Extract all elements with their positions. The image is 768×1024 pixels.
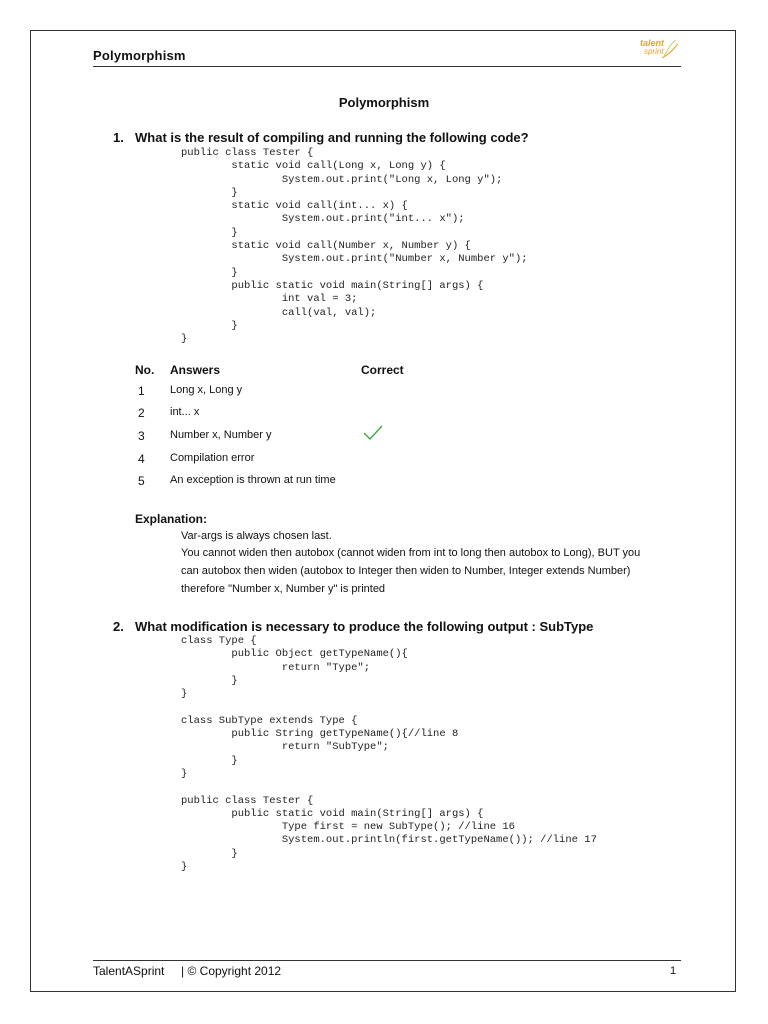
page-number: 1: [670, 965, 677, 977]
answer-number: 5: [138, 474, 145, 488]
footer-copyright: TalentASprint | © Copyright 2012: [93, 964, 282, 978]
talentsprint-logo: [640, 38, 680, 62]
answer-number: 4: [138, 452, 145, 466]
header-divider: [93, 66, 681, 67]
footer-divider: [93, 960, 681, 961]
answer-text: int... x: [170, 406, 200, 418]
explanation-line: can autobox then widen (autobox to Integer then widen to Number, Integer extends Number): [181, 565, 631, 577]
answer-number: 2: [138, 406, 145, 420]
code-block: class Type { public Object getTypeName(){ return "Type"; } } class SubType extends Type { public String getTypeName(){//line 8 return "SubType"; } } public class Tester { public static void main(String[] args) { Type first = new SubType(); //line 16 System.out.println(first.getTypeName()); //line 17 } }: [181, 635, 597, 874]
answer-text: Number x, Number y: [170, 429, 272, 441]
code-block: public class Tester { static void call(Long x, Long y) { System.out.print("Long x, Long y"); } static void call(int... x) { System.out.print("int... x"); } static void call(Number x, Number y) { System.out.print("Number x, Number y"); } public static void main(String[] args) { int val = 3; call(val, val); } }: [181, 147, 528, 346]
explanation-line: You cannot widen then autobox (cannot widen from int to long then autobox to Long), BUT you: [181, 547, 641, 559]
question-number: 1.: [113, 130, 124, 145]
document-title: Polymorphism: [338, 95, 430, 110]
answer-number: 3: [138, 429, 145, 443]
column-header-no: No.: [135, 363, 155, 377]
answer-text: An exception is thrown at run time: [170, 474, 336, 486]
logo-swirl-icon: [660, 38, 680, 60]
question-text: What modification is necessary to produce the following output : SubType: [135, 619, 594, 634]
column-header-answers: Answers: [170, 363, 221, 377]
explanation-line: therefore "Number x, Number y" is printed: [181, 583, 386, 595]
answer-text: Long x, Long y: [170, 384, 243, 396]
logo-text-talent: talent: [640, 38, 665, 48]
question-number: 2.: [113, 619, 124, 634]
explanation-line: Var-args is always chosen last.: [181, 530, 332, 542]
logo-text-sprint: sprint: [644, 47, 664, 56]
explanation-title: Explanation:: [135, 512, 208, 526]
header-title: Polymorphism: [93, 48, 186, 63]
answer-text: Compilation error: [170, 452, 255, 464]
column-header-correct: Correct: [361, 363, 404, 377]
checkmark-icon: [363, 425, 383, 441]
question-text: What is the result of compiling and running the following code?: [135, 130, 529, 145]
answer-number: 1: [138, 384, 145, 398]
